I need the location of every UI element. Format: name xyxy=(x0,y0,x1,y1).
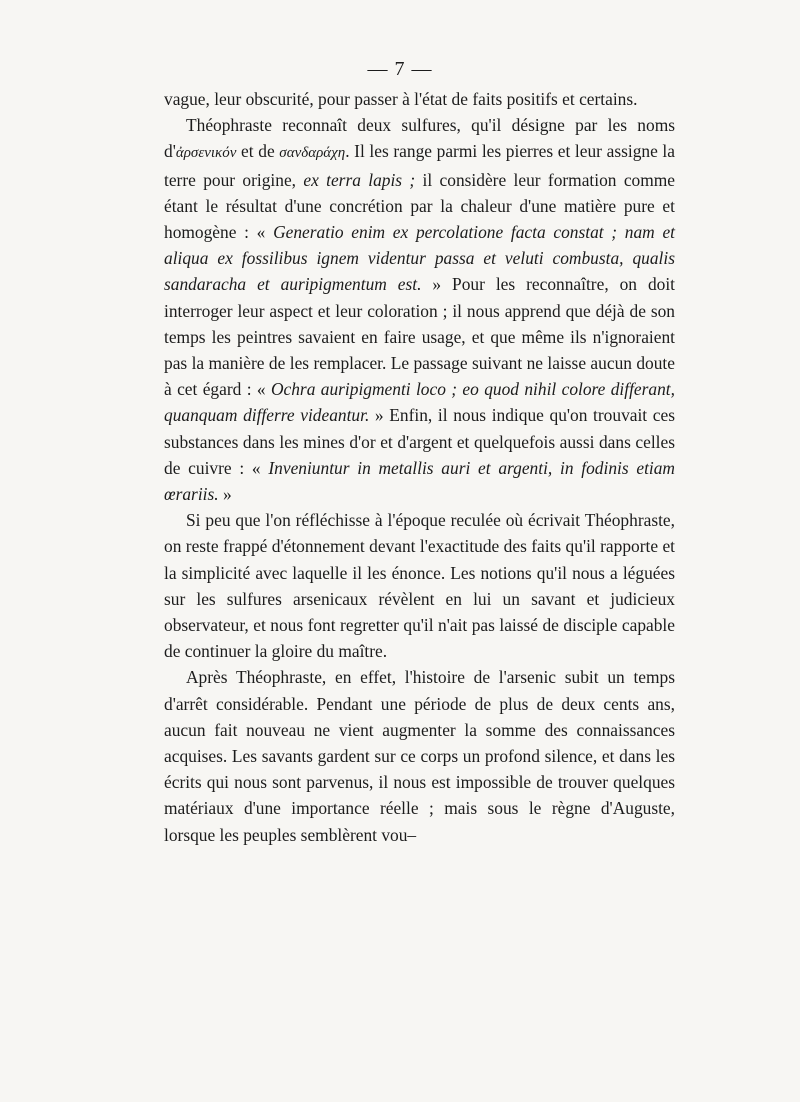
paragraph xyxy=(164,112,675,507)
text-run: » Enfin, il nous indique qu'on trouvait ces substances dans les mines d'or et d'argent et quelquefois aussi dans celles de cuivre : « xyxy=(164,405,675,478)
text-run: et de xyxy=(236,141,280,162)
page-number: — 7 — xyxy=(367,58,433,80)
paragraph xyxy=(164,86,675,112)
body-text xyxy=(164,86,675,848)
paragraph xyxy=(164,664,675,847)
latin-quote: ex terra lapis ; xyxy=(303,169,416,190)
text-run: il considère leur formation comme étant le résultat d'une concrétion par la chaleur d'une matière pure et homogène : « xyxy=(164,169,676,243)
greek-term: σανδαράχη xyxy=(279,145,346,162)
paragraph xyxy=(164,507,675,664)
text-run: vague, leur obscurité, pour passer à l'état de faits positifs et certains. xyxy=(164,89,638,109)
text-run: » Pour les reconnaître, on doit interroger leur aspect et leur coloration ; il nous apprend que déjà de son temps les peintres savaient en faire usage, et que même ils n'ignoraient pas la manière de les remplacer. Le passage suivant ne laisse aucun doute à cet égard : « xyxy=(164,274,675,400)
latin-quote: Inveniuntur in metallis auri et argenti, in fodinis etiam œrariis. xyxy=(164,457,675,505)
text-run: Théophraste reconnaît deux sulfures, qu'il désigne par les noms d' xyxy=(164,115,675,162)
latin-quote: Ochra auripigmenti loco ; eo quod nihil colore differant, quanquam differre videantur. xyxy=(164,379,675,426)
greek-term: ἀρσενικόν xyxy=(175,145,237,162)
text-run: » xyxy=(218,484,232,505)
text-run: . Il les range parmi les pierres et leur assigne la terre pour origine, xyxy=(164,141,675,190)
latin-quote: Generatio enim ex percolatione facta constat ; nam et aliqua ex fossilibus ignem videntur passa et veluti combusta, qualis sandaracha et auripigmentum est. xyxy=(164,222,675,295)
text-run: Après Théophraste, en effet, l'histoire de l'arsenic subit un temps d'arrêt considérable. Pendant une période de plus de deux cents ans, aucun fait nouveau ne vient augmenter la somme des connaissances acquises. Les savants gardent sur ce corps un profond silence, et dans les écrits qui nous sont parvenus, il nous est impossible de trouver quelques matériaux d'une importance réelle ; mais sous le règne d'Auguste, lorsque les peuples semblèrent vou– xyxy=(164,667,675,845)
text-run: Si peu que l'on réfléchisse à l'époque reculée où écrivait Théophraste, on reste frappé d'étonnement devant l'exactitude des faits qu'il rapporte et la simplicité avec laquelle il les énonce. Les notions qu'il nous a léguées sur les sulfures arsenicaux révèlent en lui un savant et judicieux observateur, et nous font regretter qu'il n'ait pas laissé de disciple capable de continuer la gloire du maître. xyxy=(164,510,675,662)
